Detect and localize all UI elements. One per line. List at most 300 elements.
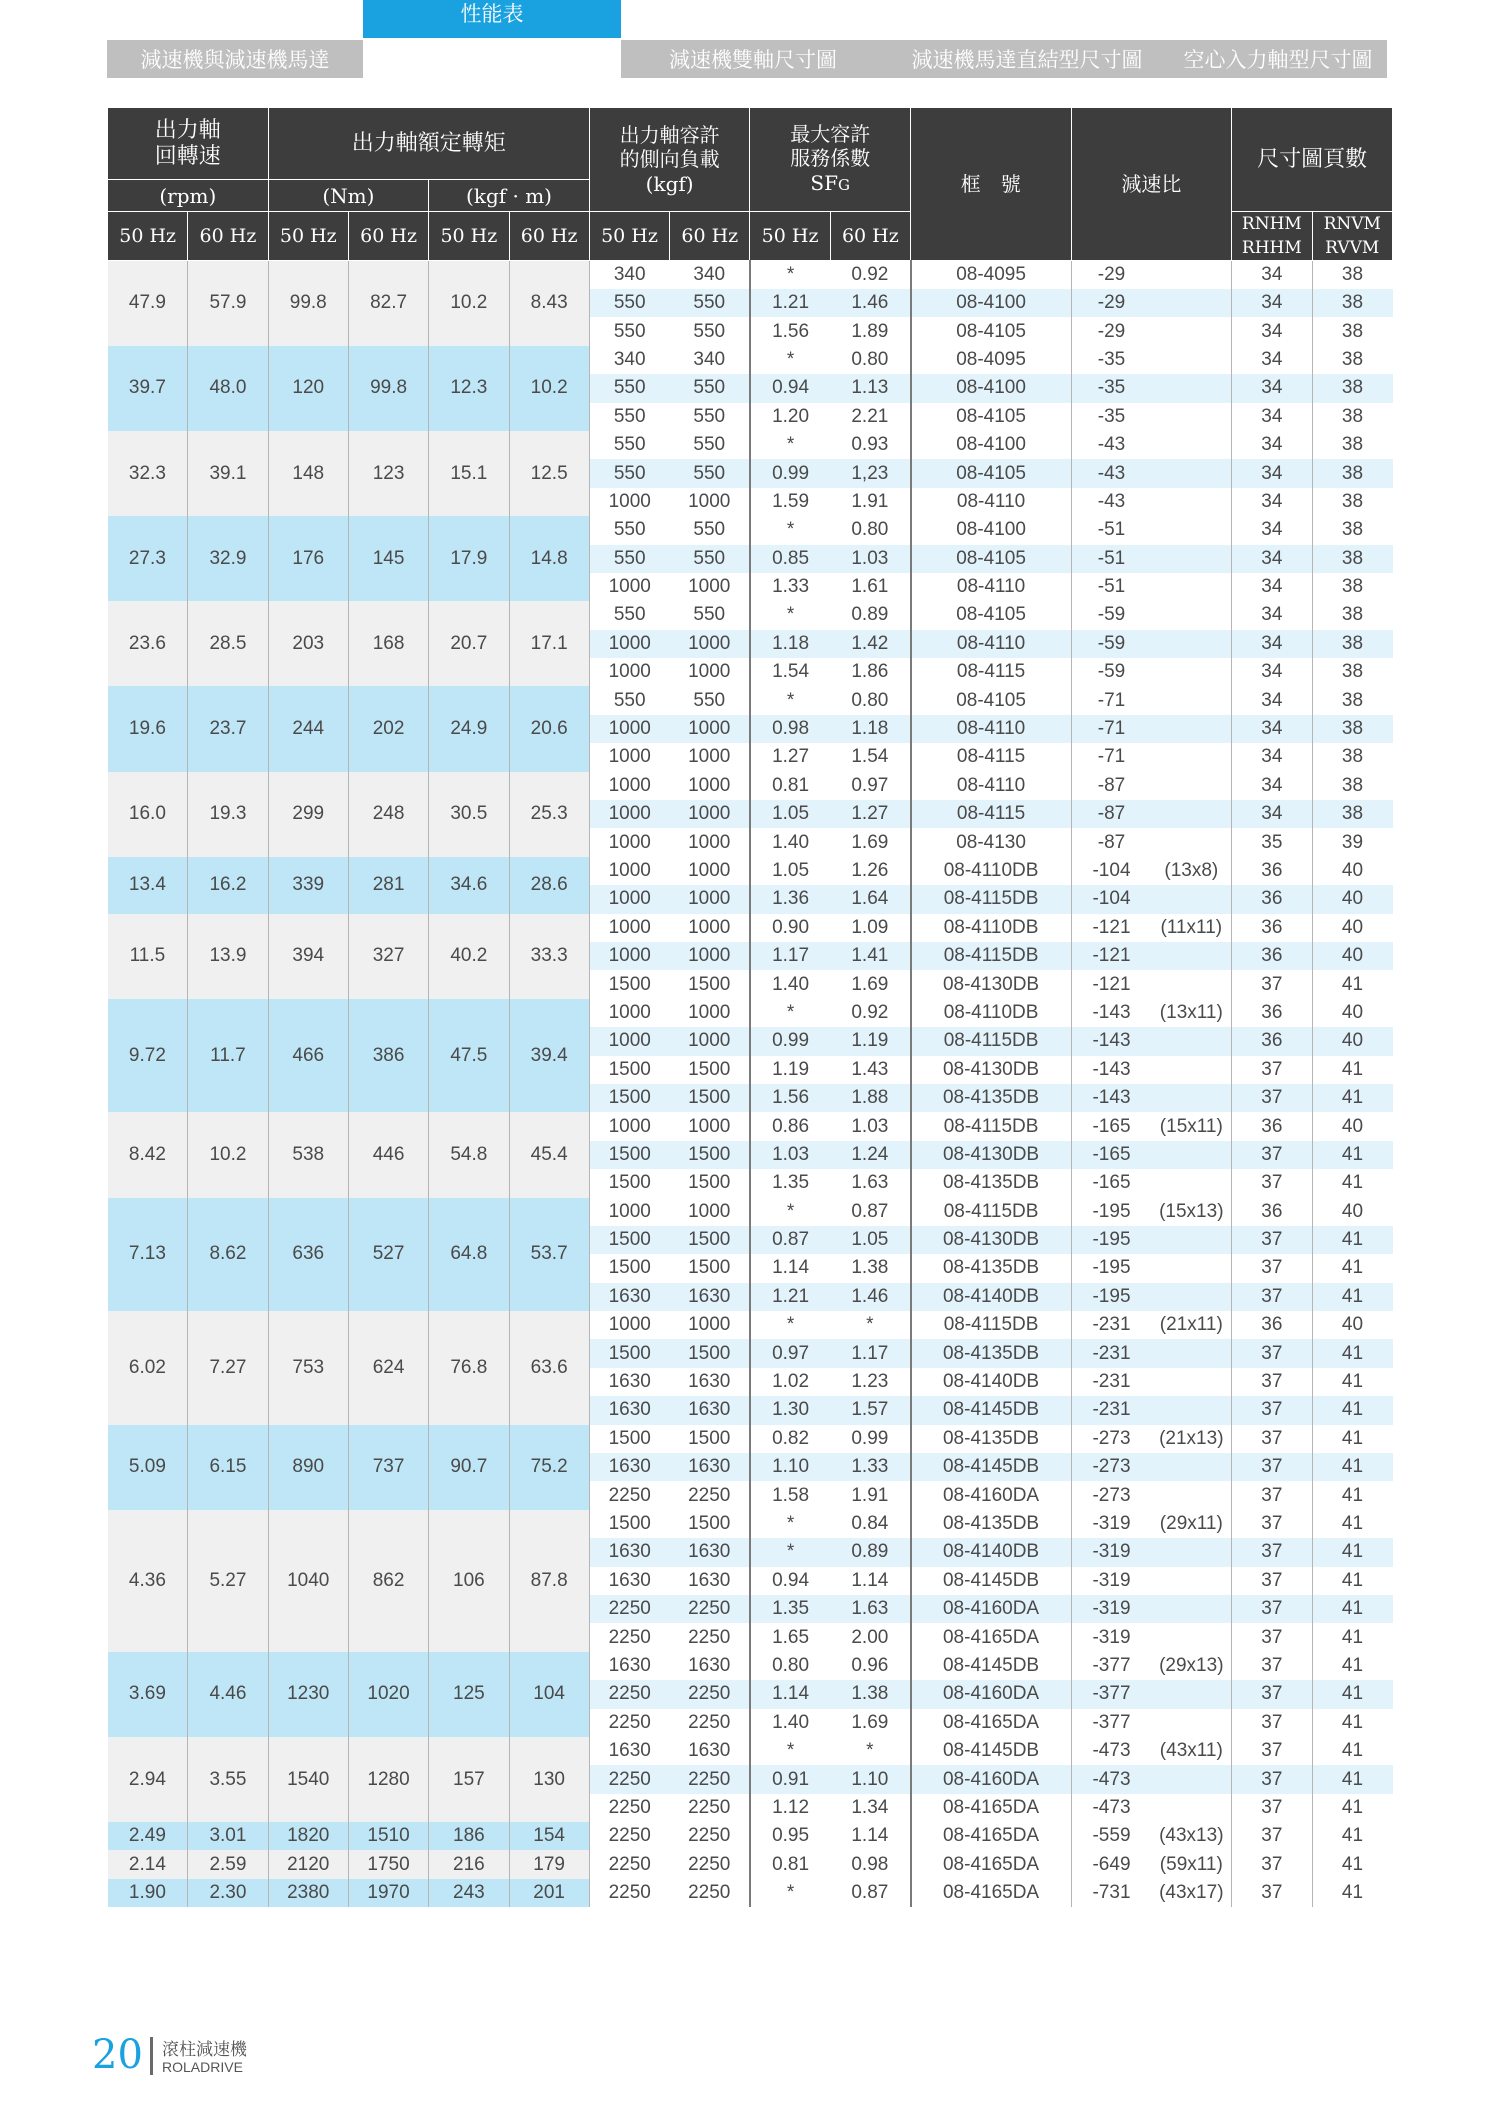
side-load-50hz-cell: 340 xyxy=(589,346,669,374)
dim-page-rnhm-cell: 37 xyxy=(1232,1141,1312,1169)
side-load-60hz-cell: 1000 xyxy=(670,772,750,800)
service-factor-60hz-cell: 1.88 xyxy=(830,1084,910,1112)
dim-page-rnhm-cell: 34 xyxy=(1232,686,1312,714)
side-load-60hz-cell: 1500 xyxy=(670,1169,750,1197)
dim-page-rnvm-cell: 41 xyxy=(1312,1652,1393,1680)
side-load-50hz-cell: 2250 xyxy=(589,1481,669,1509)
header-hz60: 60 Hz xyxy=(188,212,268,261)
torque-nm-50hz-cell: 753 xyxy=(268,1311,348,1425)
dim-page-rnhm-cell: 36 xyxy=(1232,857,1312,885)
side-load-60hz-cell: 2250 xyxy=(670,1879,750,1907)
side-load-60hz-cell: 2250 xyxy=(670,1850,750,1878)
dim-page-rnhm-cell: 34 xyxy=(1232,743,1312,771)
torque-kgf-50hz-cell: 157 xyxy=(429,1737,509,1822)
dim-page-rnvm-cell: 41 xyxy=(1312,1254,1393,1282)
service-factor-60hz-cell: 0.96 xyxy=(830,1652,910,1680)
service-factor-50hz-cell: 1.21 xyxy=(750,289,830,317)
torque-kgf-60hz-cell: 39.4 xyxy=(509,999,589,1113)
service-factor-50hz-cell: 1.21 xyxy=(750,1283,830,1311)
dim-page-rnvm-cell: 41 xyxy=(1312,1879,1393,1907)
speed-50hz-cell: 6.02 xyxy=(108,1311,188,1425)
ratio-value-cell: -649 xyxy=(1071,1850,1151,1878)
side-load-50hz-cell: 550 xyxy=(589,317,669,345)
dim-page-rnvm-cell: 38 xyxy=(1312,658,1393,686)
service-factor-50hz-cell: * xyxy=(750,1510,830,1538)
ratio-value-cell: -165 xyxy=(1071,1169,1151,1197)
dim-page-rnvm-cell: 41 xyxy=(1312,1709,1393,1737)
performance-table-body xyxy=(108,261,1393,1908)
ratio-value-cell: -473 xyxy=(1071,1794,1151,1822)
dim-page-rnhm-cell: 34 xyxy=(1232,545,1312,573)
table-row xyxy=(108,772,1393,800)
side-load-50hz-cell: 1500 xyxy=(589,1226,669,1254)
ratio-value-cell: -121 xyxy=(1071,914,1151,942)
service-factor-50hz-cell: 0.81 xyxy=(750,1850,830,1878)
dim-page-rnhm-cell: 37 xyxy=(1232,1850,1312,1878)
dim-page-rnhm-cell: 34 xyxy=(1232,261,1312,290)
frame-number-cell: 08-4115 xyxy=(911,800,1072,828)
service-factor-60hz-cell: 1.54 xyxy=(830,743,910,771)
torque-kgf-50hz-cell: 20.7 xyxy=(429,601,509,686)
ratio-value-cell: -319 xyxy=(1071,1595,1151,1623)
ratio-gear-cell xyxy=(1151,1027,1231,1055)
service-factor-60hz-cell: 1.38 xyxy=(830,1680,910,1708)
dim-page-rnvm-cell: 38 xyxy=(1312,630,1393,658)
service-factor-50hz-cell: * xyxy=(750,1737,830,1765)
tab-hollow-shaft-dimensions[interactable]: 空心入力軸型尺寸圖 xyxy=(1169,40,1387,78)
header-dim-rnhm: RNHM RHHM xyxy=(1232,212,1312,261)
dim-page-rnvm-cell: 41 xyxy=(1312,1794,1393,1822)
side-load-60hz-cell: 1000 xyxy=(670,1112,750,1140)
torque-nm-60hz-cell: 281 xyxy=(348,857,428,914)
torque-kgf-50hz-cell: 243 xyxy=(429,1879,509,1907)
service-factor-60hz-cell: 1.41 xyxy=(830,942,910,970)
service-factor-60hz-cell: 2.21 xyxy=(830,403,910,431)
speed-60hz-cell: 39.1 xyxy=(188,431,268,516)
header-side-load xyxy=(589,108,750,212)
side-load-60hz-cell: 1500 xyxy=(670,1510,750,1538)
frame-number-cell: 08-4165DA xyxy=(911,1822,1072,1850)
ratio-gear-cell xyxy=(1151,772,1231,800)
frame-number-cell: 08-4105 xyxy=(911,459,1072,487)
service-factor-60hz-cell: 1.14 xyxy=(830,1822,910,1850)
ratio-gear-cell xyxy=(1151,346,1231,374)
service-factor-50hz-cell: 1.30 xyxy=(750,1396,830,1424)
dim-page-rnvm-cell: 41 xyxy=(1312,1510,1393,1538)
torque-nm-60hz-cell: 446 xyxy=(348,1112,428,1197)
speed-60hz-cell: 2.30 xyxy=(188,1879,268,1907)
speed-50hz-cell: 19.6 xyxy=(108,686,188,771)
service-factor-50hz-cell: * xyxy=(750,1311,830,1339)
service-factor-50hz-cell: 0.87 xyxy=(750,1226,830,1254)
ratio-gear-cell xyxy=(1151,1595,1231,1623)
ratio-gear-cell xyxy=(1151,1481,1231,1509)
dim-page-rnvm-cell: 38 xyxy=(1312,459,1393,487)
ratio-value-cell: -195 xyxy=(1071,1254,1151,1282)
dim-page-rnvm-cell: 41 xyxy=(1312,1765,1393,1793)
service-factor-50hz-cell: 1.56 xyxy=(750,317,830,345)
side-load-50hz-cell: 1500 xyxy=(589,1169,669,1197)
side-load-50hz-cell: 550 xyxy=(589,459,669,487)
dim-page-rnvm-cell: 41 xyxy=(1312,1680,1393,1708)
frame-number-cell: 08-4110DB xyxy=(911,914,1072,942)
ratio-gear-cell xyxy=(1151,459,1231,487)
torque-kgf-50hz-cell: 90.7 xyxy=(429,1425,509,1510)
dim-page-rnvm-cell: 38 xyxy=(1312,715,1393,743)
service-factor-50hz-cell: * xyxy=(750,516,830,544)
frame-number-cell: 08-4110 xyxy=(911,573,1072,601)
torque-kgf-60hz-cell: 201 xyxy=(509,1879,589,1907)
service-factor-50hz-cell: 0.82 xyxy=(750,1425,830,1453)
side-load-60hz-cell: 2250 xyxy=(670,1595,750,1623)
side-load-60hz-cell: 1500 xyxy=(670,1339,750,1367)
frame-number-cell: 08-4160DA xyxy=(911,1481,1072,1509)
speed-60hz-cell: 16.2 xyxy=(188,857,268,914)
side-load-50hz-cell: 2250 xyxy=(589,1794,669,1822)
service-factor-60hz-cell: 2.00 xyxy=(830,1623,910,1651)
header-dim-rnvm: RNVM RVVM xyxy=(1312,212,1393,261)
torque-kgf-60hz-cell: 14.8 xyxy=(509,516,589,601)
dim-page-rnvm-cell: 38 xyxy=(1312,346,1393,374)
side-load-50hz-cell: 1500 xyxy=(589,970,669,998)
ratio-gear-cell xyxy=(1151,1680,1231,1708)
table-row xyxy=(108,431,1393,459)
table-row xyxy=(108,914,1393,942)
table-row xyxy=(108,686,1393,714)
ratio-gear-cell xyxy=(1151,289,1231,317)
torque-nm-50hz-cell: 890 xyxy=(268,1425,348,1510)
speed-60hz-cell: 7.27 xyxy=(188,1311,268,1425)
header-torque-unit-kgf: (kgf · m) xyxy=(429,180,590,212)
service-factor-50hz-cell: * xyxy=(750,1198,830,1226)
torque-kgf-60hz-cell: 8.43 xyxy=(509,261,589,346)
ratio-gear-cell xyxy=(1151,488,1231,516)
frame-number-cell: 08-4100 xyxy=(911,431,1072,459)
ratio-gear-cell: (13x11) xyxy=(1151,999,1231,1027)
header-hz50: 50 Hz xyxy=(429,212,509,261)
dim-page-rnvm-cell: 40 xyxy=(1312,1198,1393,1226)
frame-number-cell: 08-4095 xyxy=(911,346,1072,374)
speed-60hz-cell: 10.2 xyxy=(188,1112,268,1197)
ratio-value-cell: -165 xyxy=(1071,1112,1151,1140)
dim-page-rnvm-cell: 41 xyxy=(1312,970,1393,998)
dim-page-rnvm-cell: 40 xyxy=(1312,857,1393,885)
speed-60hz-cell: 28.5 xyxy=(188,601,268,686)
frame-number-cell: 08-4145DB xyxy=(911,1396,1072,1424)
dim-page-rnvm-cell: 38 xyxy=(1312,545,1393,573)
ratio-value-cell: -473 xyxy=(1071,1737,1151,1765)
service-factor-50hz-cell: 1.02 xyxy=(750,1368,830,1396)
speed-60hz-cell: 6.15 xyxy=(188,1425,268,1510)
dim-page-rnhm-cell: 34 xyxy=(1232,403,1312,431)
side-load-60hz-cell: 1500 xyxy=(670,1141,750,1169)
side-load-60hz-cell: 1630 xyxy=(670,1396,750,1424)
service-factor-50hz-cell: 0.80 xyxy=(750,1652,830,1680)
dim-page-rnvm-cell: 40 xyxy=(1312,999,1393,1027)
dim-page-rnvm-cell: 40 xyxy=(1312,914,1393,942)
side-load-60hz-cell: 2250 xyxy=(670,1680,750,1708)
torque-kgf-60hz-cell: 17.1 xyxy=(509,601,589,686)
side-load-50hz-cell: 1500 xyxy=(589,1084,669,1112)
torque-nm-50hz-cell: 339 xyxy=(268,857,348,914)
service-factor-60hz-cell: 1.46 xyxy=(830,1283,910,1311)
side-load-50hz-cell: 1000 xyxy=(589,999,669,1027)
service-factor-60hz-cell: 1.19 xyxy=(830,1027,910,1055)
side-load-60hz-cell: 1000 xyxy=(670,715,750,743)
service-factor-60hz-cell: 1,23 xyxy=(830,459,910,487)
service-factor-50hz-cell: 0.91 xyxy=(750,1765,830,1793)
ratio-gear-cell xyxy=(1151,374,1231,402)
side-load-60hz-cell: 2250 xyxy=(670,1481,750,1509)
side-load-50hz-cell: 1630 xyxy=(589,1567,669,1595)
service-factor-50hz-cell: 0.98 xyxy=(750,715,830,743)
ratio-value-cell: -231 xyxy=(1071,1396,1151,1424)
dim-page-rnhm-cell: 36 xyxy=(1232,999,1312,1027)
ratio-value-cell: -377 xyxy=(1071,1680,1151,1708)
speed-60hz-cell: 5.27 xyxy=(188,1510,268,1652)
ratio-value-cell: -195 xyxy=(1071,1283,1151,1311)
service-factor-50hz-cell: 0.97 xyxy=(750,1339,830,1367)
service-factor-60hz-cell: 1.61 xyxy=(830,573,910,601)
torque-kgf-60hz-cell: 10.2 xyxy=(509,346,589,431)
frame-number-cell: 08-4165DA xyxy=(911,1879,1072,1907)
dim-page-rnvm-cell: 41 xyxy=(1312,1481,1393,1509)
speed-50hz-cell: 16.0 xyxy=(108,772,188,857)
service-factor-50hz-cell: * xyxy=(750,431,830,459)
frame-number-cell: 08-4135DB xyxy=(911,1254,1072,1282)
table-row xyxy=(108,1112,1393,1140)
service-factor-60hz-cell: 1.63 xyxy=(830,1595,910,1623)
service-factor-60hz-cell: 1.91 xyxy=(830,1481,910,1509)
service-factor-60hz-cell: 1.63 xyxy=(830,1169,910,1197)
side-load-50hz-cell: 1000 xyxy=(589,630,669,658)
service-factor-50hz-cell: 1.05 xyxy=(750,800,830,828)
torque-nm-50hz-cell: 394 xyxy=(268,914,348,999)
frame-number-cell: 08-4145DB xyxy=(911,1737,1072,1765)
service-factor-60hz-cell: 1.24 xyxy=(830,1141,910,1169)
torque-kgf-60hz-cell: 20.6 xyxy=(509,686,589,771)
side-load-60hz-cell: 1500 xyxy=(670,1254,750,1282)
dim-page-rnhm-cell: 37 xyxy=(1232,1595,1312,1623)
dim-page-rnvm-cell: 40 xyxy=(1312,1112,1393,1140)
frame-number-cell: 08-4135DB xyxy=(911,1169,1072,1197)
side-load-50hz-cell: 1000 xyxy=(589,488,669,516)
frame-number-cell: 08-4110 xyxy=(911,715,1072,743)
table-row xyxy=(108,1425,1393,1453)
dim-page-rnhm-cell: 34 xyxy=(1232,601,1312,629)
torque-nm-50hz-cell: 203 xyxy=(268,601,348,686)
torque-kgf-50hz-cell: 10.2 xyxy=(429,261,509,346)
dim-page-rnhm-cell: 34 xyxy=(1232,374,1312,402)
service-factor-50hz-cell: 0.99 xyxy=(750,459,830,487)
torque-kgf-50hz-cell: 12.3 xyxy=(429,346,509,431)
service-factor-60hz-cell: 1.57 xyxy=(830,1396,910,1424)
side-load-50hz-cell: 1000 xyxy=(589,914,669,942)
service-factor-50hz-cell: 1.40 xyxy=(750,1709,830,1737)
torque-kgf-60hz-cell: 28.6 xyxy=(509,857,589,914)
service-factor-50hz-cell: 0.94 xyxy=(750,1567,830,1595)
speed-60hz-cell: 2.59 xyxy=(188,1850,268,1878)
ratio-value-cell: -143 xyxy=(1071,1027,1151,1055)
frame-number-cell: 08-4160DA xyxy=(911,1595,1072,1623)
speed-50hz-cell: 32.3 xyxy=(108,431,188,516)
torque-kgf-50hz-cell: 30.5 xyxy=(429,772,509,857)
ratio-value-cell: -43 xyxy=(1071,431,1151,459)
frame-number-cell: 08-4105 xyxy=(911,686,1072,714)
side-load-50hz-cell: 1500 xyxy=(589,1425,669,1453)
ratio-gear-cell xyxy=(1151,1254,1231,1282)
service-factor-60hz-cell: 1.05 xyxy=(830,1226,910,1254)
side-load-60hz-cell: 1500 xyxy=(670,1226,750,1254)
torque-kgf-60hz-cell: 154 xyxy=(509,1822,589,1850)
ratio-gear-cell xyxy=(1151,1368,1231,1396)
ratio-value-cell: -377 xyxy=(1071,1709,1151,1737)
tab-reducers[interactable]: 減速機與減速機馬達 xyxy=(107,40,363,78)
side-load-60hz-cell: 1630 xyxy=(670,1538,750,1566)
header-speed-unit: (rpm) xyxy=(108,180,269,212)
tab-direct-motor-dimensions[interactable]: 減速機馬達直結型尺寸圖 xyxy=(885,40,1169,78)
service-factor-60hz-cell: 0.89 xyxy=(830,601,910,629)
brand-name-en: ROLADRIVE xyxy=(162,2059,243,2075)
ratio-value-cell: -59 xyxy=(1071,630,1151,658)
speed-50hz-cell: 7.13 xyxy=(108,1198,188,1312)
speed-60hz-cell: 48.0 xyxy=(188,346,268,431)
side-load-60hz-cell: 340 xyxy=(670,346,750,374)
side-load-60hz-cell: 1000 xyxy=(670,743,750,771)
service-factor-50hz-cell: 1.33 xyxy=(750,573,830,601)
ratio-value-cell: -143 xyxy=(1071,1084,1151,1112)
ratio-gear-cell xyxy=(1151,828,1231,856)
service-factor-60hz-cell: 0.87 xyxy=(830,1198,910,1226)
frame-number-cell: 08-4145DB xyxy=(911,1567,1072,1595)
ratio-gear-cell xyxy=(1151,1226,1231,1254)
dim-page-rnhm-cell: 37 xyxy=(1232,1368,1312,1396)
service-factor-50hz-cell: 0.95 xyxy=(750,1822,830,1850)
ratio-value-cell: -231 xyxy=(1071,1368,1151,1396)
frame-number-cell: 08-4110 xyxy=(911,630,1072,658)
side-load-50hz-cell: 1630 xyxy=(589,1737,669,1765)
service-factor-60hz-cell: 0.93 xyxy=(830,431,910,459)
ratio-value-cell: -273 xyxy=(1071,1453,1151,1481)
service-factor-60hz-cell: 1.69 xyxy=(830,828,910,856)
table-row xyxy=(108,1311,1393,1339)
side-load-60hz-cell: 1000 xyxy=(670,1311,750,1339)
frame-number-cell: 08-4095 xyxy=(911,261,1072,290)
torque-nm-60hz-cell: 248 xyxy=(348,772,428,857)
header-hz50: 50 Hz xyxy=(108,212,188,261)
dim-page-rnhm-cell: 34 xyxy=(1232,516,1312,544)
ratio-value-cell: -473 xyxy=(1071,1765,1151,1793)
side-load-60hz-cell: 550 xyxy=(670,403,750,431)
ratio-gear-cell: (15x13) xyxy=(1151,1198,1231,1226)
header-hz60: 60 Hz xyxy=(830,212,910,261)
dim-page-rnhm-cell: 36 xyxy=(1232,942,1312,970)
service-factor-60hz-cell: 0.98 xyxy=(830,1850,910,1878)
side-load-60hz-cell: 550 xyxy=(670,686,750,714)
side-load-50hz-cell: 2250 xyxy=(589,1595,669,1623)
service-factor-60hz-cell: 1.43 xyxy=(830,1056,910,1084)
tab-dual-shaft-dimensions[interactable]: 減速機雙軸尺寸圖 xyxy=(621,40,885,78)
ratio-gear-cell xyxy=(1151,261,1231,290)
side-load-50hz-cell: 550 xyxy=(589,289,669,317)
dim-page-rnhm-cell: 34 xyxy=(1232,573,1312,601)
header-service-factor-title: 最大容許 服務係數 xyxy=(790,121,871,170)
service-factor-60hz-cell: 1.17 xyxy=(830,1339,910,1367)
table-row xyxy=(108,1652,1393,1680)
dim-page-rnhm-cell: 37 xyxy=(1232,1822,1312,1850)
side-load-50hz-cell: 2250 xyxy=(589,1680,669,1708)
tab-performance-table[interactable]: 性能表 xyxy=(363,0,621,38)
frame-number-cell: 08-4130 xyxy=(911,828,1072,856)
dim-page-rnhm-cell: 36 xyxy=(1232,914,1312,942)
frame-number-cell: 08-4135DB xyxy=(911,1425,1072,1453)
frame-number-cell: 08-4100 xyxy=(911,516,1072,544)
frame-number-cell: 08-4135DB xyxy=(911,1084,1072,1112)
service-factor-50hz-cell: 0.81 xyxy=(750,772,830,800)
side-load-50hz-cell: 1000 xyxy=(589,942,669,970)
service-factor-50hz-cell: 1.58 xyxy=(750,1481,830,1509)
dim-page-rnhm-cell: 37 xyxy=(1232,1709,1312,1737)
service-factor-50hz-cell: 1.56 xyxy=(750,1084,830,1112)
side-load-60hz-cell: 550 xyxy=(670,289,750,317)
torque-kgf-50hz-cell: 76.8 xyxy=(429,1311,509,1425)
ratio-gear-cell xyxy=(1151,1084,1231,1112)
ratio-gear-cell xyxy=(1151,317,1231,345)
torque-nm-50hz-cell: 148 xyxy=(268,431,348,516)
service-factor-50hz-cell: 1.59 xyxy=(750,488,830,516)
side-load-50hz-cell: 2250 xyxy=(589,1879,669,1907)
service-factor-60hz-cell: 1.86 xyxy=(830,658,910,686)
header-hz50: 50 Hz xyxy=(589,212,669,261)
ratio-value-cell: -377 xyxy=(1071,1652,1151,1680)
dim-page-rnvm-cell: 40 xyxy=(1312,1027,1393,1055)
ratio-value-cell: -43 xyxy=(1071,459,1151,487)
ratio-gear-cell xyxy=(1151,800,1231,828)
side-load-50hz-cell: 1500 xyxy=(589,1254,669,1282)
dim-page-rnhm-cell: 37 xyxy=(1232,1567,1312,1595)
table-row xyxy=(108,601,1393,629)
ratio-value-cell: -87 xyxy=(1071,800,1151,828)
dim-page-rnvm-cell: 40 xyxy=(1312,885,1393,913)
torque-nm-60hz-cell: 386 xyxy=(348,999,428,1113)
torque-nm-50hz-cell: 538 xyxy=(268,1112,348,1197)
service-factor-60hz-cell: 1.09 xyxy=(830,914,910,942)
ratio-value-cell: -231 xyxy=(1071,1339,1151,1367)
side-load-60hz-cell: 1000 xyxy=(670,488,750,516)
ratio-value-cell: -319 xyxy=(1071,1623,1151,1651)
ratio-value-cell: -29 xyxy=(1071,317,1151,345)
dim-page-rnhm-cell: 37 xyxy=(1232,1680,1312,1708)
table-row xyxy=(108,1198,1393,1226)
service-factor-50hz-cell: 0.86 xyxy=(750,1112,830,1140)
frame-number-cell: 08-4100 xyxy=(911,374,1072,402)
speed-60hz-cell: 11.7 xyxy=(188,999,268,1113)
side-load-60hz-cell: 1000 xyxy=(670,942,750,970)
table-row xyxy=(108,516,1393,544)
frame-number-cell: 08-4135DB xyxy=(911,1510,1072,1538)
service-factor-60hz-cell: 0.80 xyxy=(830,686,910,714)
ratio-value-cell: -319 xyxy=(1071,1567,1151,1595)
service-factor-60hz-cell: 0.92 xyxy=(830,261,910,290)
torque-kgf-50hz-cell: 15.1 xyxy=(429,431,509,516)
speed-60hz-cell: 3.01 xyxy=(188,1822,268,1850)
dim-page-rnhm-cell: 37 xyxy=(1232,1254,1312,1282)
torque-kgf-60hz-cell: 12.5 xyxy=(509,431,589,516)
dim-page-rnvm-cell: 41 xyxy=(1312,1595,1393,1623)
service-factor-50hz-cell: 1.20 xyxy=(750,403,830,431)
frame-number-cell: 08-4160DA xyxy=(911,1680,1072,1708)
dim-page-rnvm-cell: 38 xyxy=(1312,431,1393,459)
